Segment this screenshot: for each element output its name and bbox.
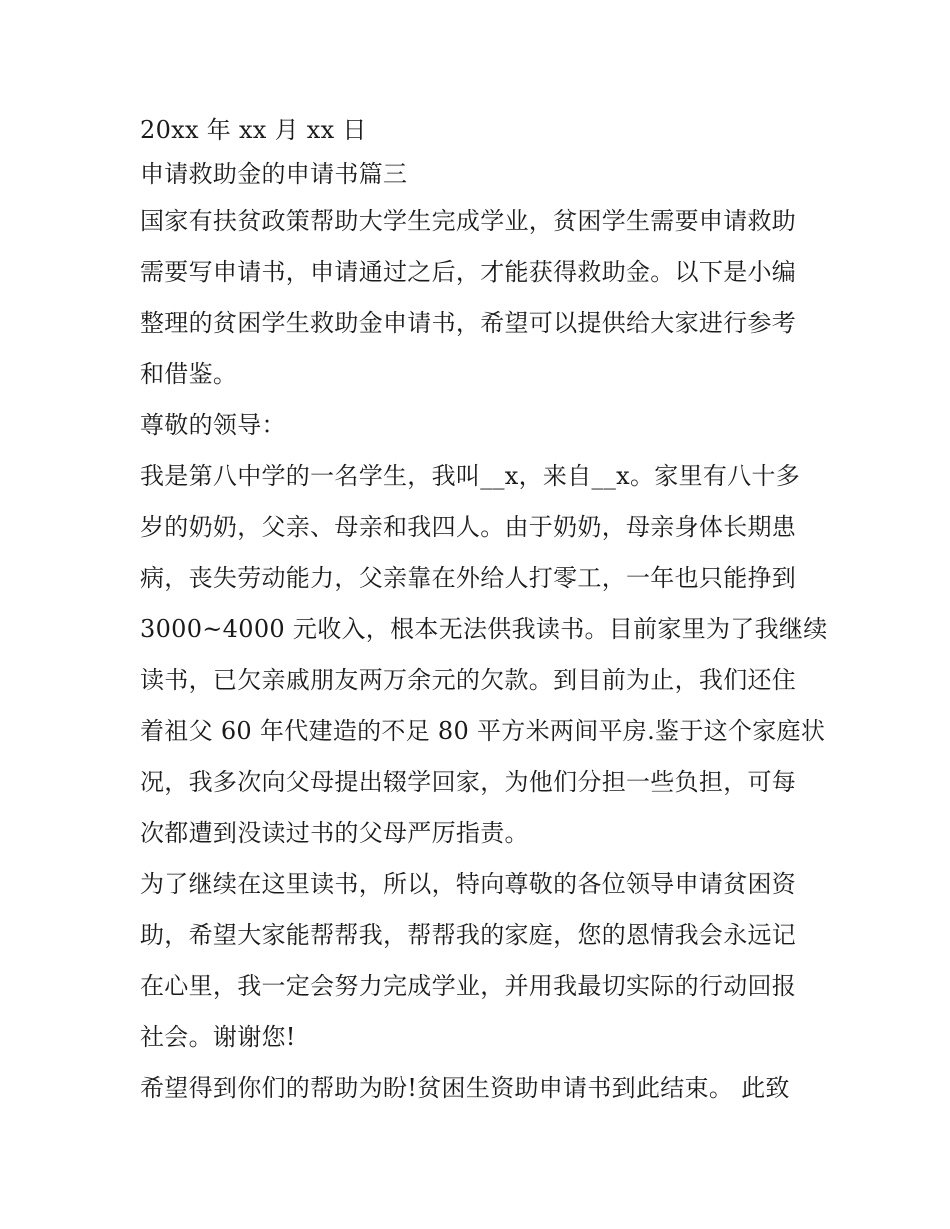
- body-line: 读书，已欠亲戚朋友两万余元的欠款。到目前为止，我们还住: [140, 666, 797, 694]
- body-line: 我是第八中学的一名学生，我叫__x，来自__x。家里有八十多: [140, 462, 801, 490]
- body-line: 着祖父 60 年代建造的不足 80 平方米两间平房.鉴于这个家庭状: [140, 717, 826, 745]
- body-line: 岁的奶奶，父亲、母亲和我四人。由于奶奶，母亲身体长期患: [140, 513, 797, 541]
- request-paragraph: [140, 859, 812, 1063]
- salutation: 尊敬的领导：: [140, 411, 286, 439]
- body-line: 3000~4000 元收入，根本无法供我读书。目前家里为了我继续: [140, 615, 828, 643]
- request-line: 助，希望大家能帮帮我，帮帮我的家庭，您的恩情我会永远记: [140, 921, 797, 949]
- article-heading: 申请救助金的申请书篇三: [140, 160, 408, 188]
- closing-line: 希望得到你们的帮助为盼!贫困生资助申请书到此结束。 此致: [140, 1074, 790, 1102]
- body-line: 病，丧失劳动能力，父亲靠在外给人打零工，一年也只能挣到: [140, 564, 797, 592]
- intro-line: 和借鉴。: [140, 360, 238, 388]
- intro-line: 需要写申请书，申请通过之后，才能获得救助金。以下是小编: [140, 258, 797, 286]
- date-line: 20xx 年 xx 月 xx 日: [140, 116, 367, 144]
- body-paragraph: [140, 451, 828, 859]
- request-line: 为了继续在这里读书，所以，特向尊敬的各位领导申请贫困资: [140, 870, 797, 898]
- intro-paragraph: [140, 196, 812, 400]
- request-line: 社会。谢谢您!: [140, 1023, 296, 1051]
- intro-line: 国家有扶贫政策帮助大学生完成学业，贫困学生需要申请救助: [140, 207, 797, 235]
- request-line: 在心里，我一定会努力完成学业，并用我最切实际的行动回报: [140, 972, 797, 1000]
- body-line: 况，我多次向父母提出辍学回家，为他们分担一些负担，可每: [140, 768, 797, 796]
- intro-line: 整理的贫困学生救助金申请书，希望可以提供给大家进行参考: [140, 309, 797, 337]
- document-body: [140, 108, 828, 1114]
- body-line: 次都遭到没读过书的父母严厉指责。: [140, 819, 529, 847]
